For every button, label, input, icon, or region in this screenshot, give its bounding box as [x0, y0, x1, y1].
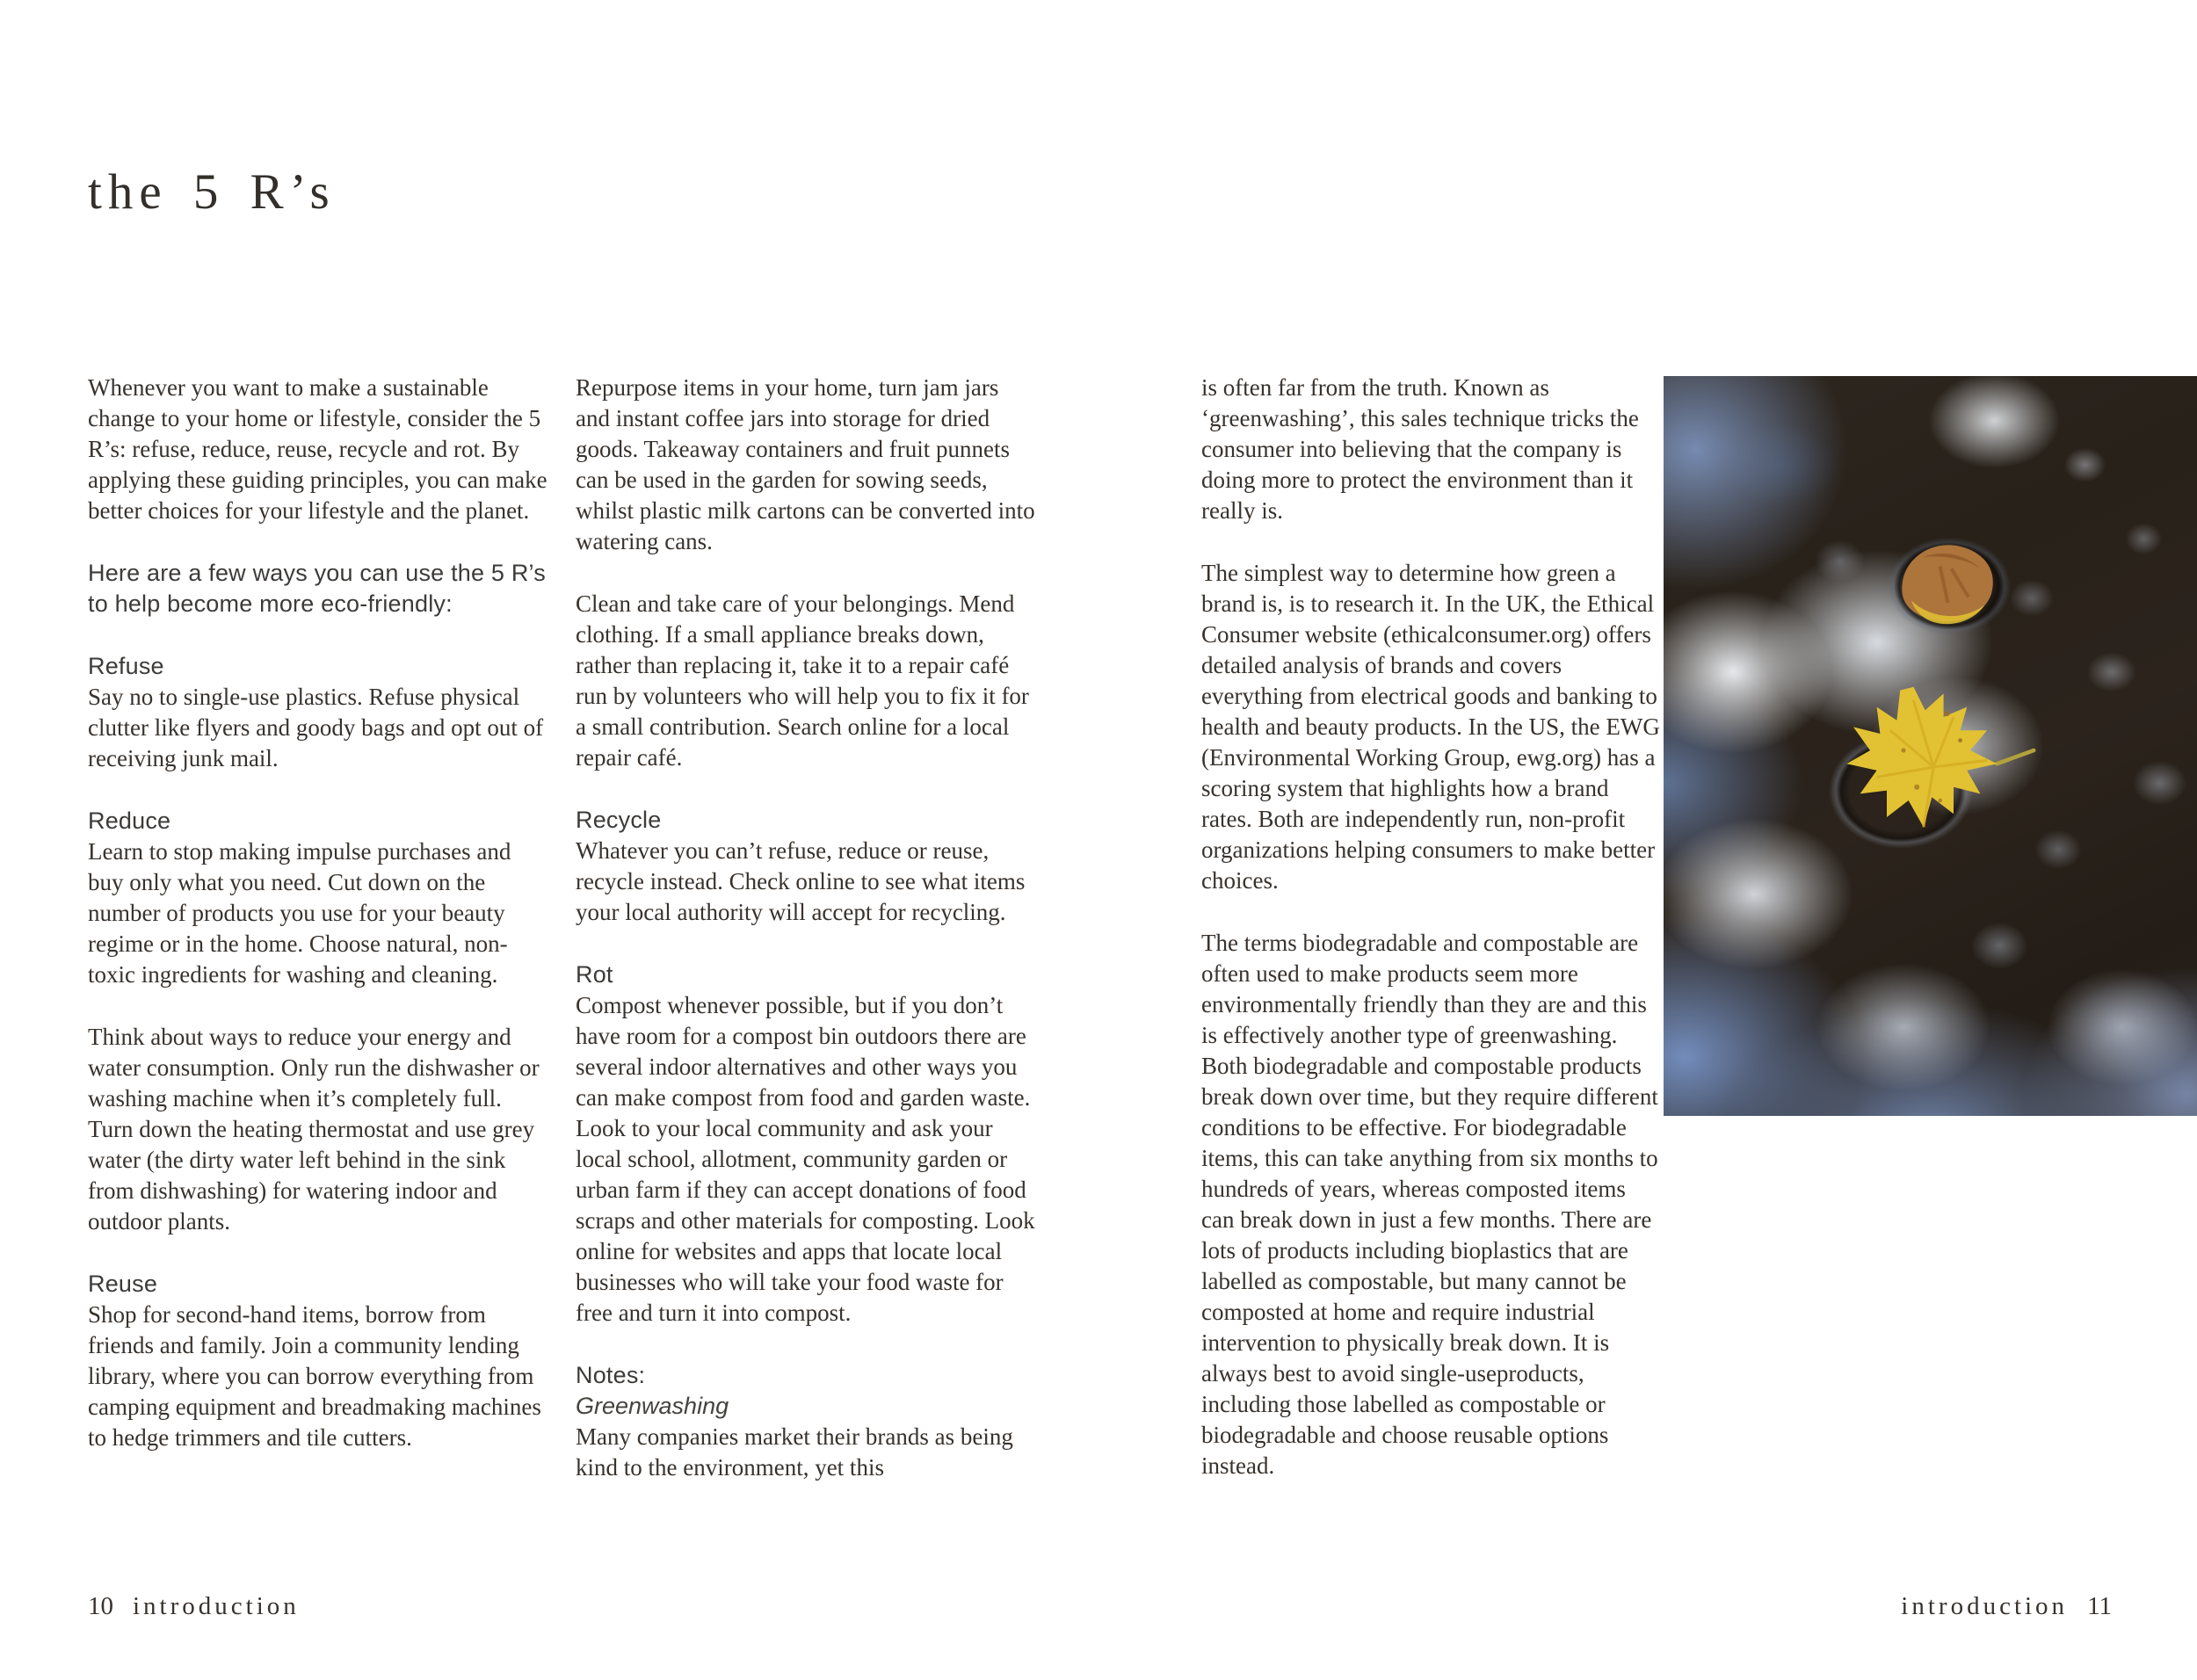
text-column-right — [1201, 373, 1662, 1481]
yellow-sycamore-leaf-image — [1836, 684, 2038, 851]
page-number: 11 — [2087, 1592, 2112, 1620]
section-heading: Refuse — [88, 653, 164, 679]
leaves-in-puddle-photo — [1664, 376, 2197, 1116]
paragraph: Compost whenever possible, but if you don’t have room for a compost bin outdoors there are several indoor alternatives and other ways you can make compost from food and garden waste. Look to your local community and ask your local school, allotment, community garden or urban farm if they can accept donations of food scraps and other materials for composting. Look online for websites and apps that locate local businesses who will take your food waste for free and turn it into compost. — [576, 992, 1035, 1326]
page-number: 10 — [88, 1592, 113, 1620]
paragraph: Here are a few ways you can use the 5 R’s to help become more eco-friendly: — [88, 560, 546, 617]
text-column-left — [88, 373, 548, 1453]
footer-left — [88, 1592, 300, 1621]
paragraph: Greenwashing — [576, 1393, 729, 1419]
section-heading: Recycle — [576, 807, 662, 833]
brown-leaf-image — [1889, 534, 2003, 633]
paragraph: Repurpose items in your home, turn jam jars and instant coffee jars into storage for dried goods. Takeaway containers and fruit punnets can be used in the garden for sowing seeds, whilst plastic milk cartons can be converted into watering cans. — [576, 374, 1035, 554]
section-label: introduction — [133, 1592, 300, 1620]
paragraph: is often far from the truth. Known as ‘greenwashing’, this sales technique tricks the consumer into believing that the company is doing more to protect the environment than it really is. — [1201, 374, 1639, 524]
paragraph: Whatever you can’t refuse, reduce or reuse, recycle instead. Check online to see what items your local authority will accept for recycling. — [576, 837, 1026, 925]
paragraph: The simplest way to determine how green a brand is, is to research it. In the UK, the Ethical Consumer website (ethicalconsumer.org) offers detailed analysis of brands and covers everything from electrical goods and banking to health and beauty products. In the US, the EWG (Environmental Working Group, ewg.org) has a scoring system that highlights how a brand rates. Both are independently run, non-profit organizations helping consumers to make better choices. — [1201, 560, 1660, 894]
section-heading: Rot — [576, 961, 613, 988]
footer-right — [1901, 1592, 2112, 1621]
page-title: the 5 R’s — [88, 164, 336, 220]
paragraph: Many companies market their brands as being kind to the environment, yet this — [576, 1423, 1013, 1481]
paragraph: Learn to stop making impulse purchases and buy only what you need. Cut down on the number of products you use for your beauty regime or in the home. Choose natural, non-toxic ingredients for washing and cleaning. — [88, 838, 511, 988]
paragraph: Say no to single-use plastics. Refuse physical clutter like flyers and goody bags and opt out of receiving junk mail. — [88, 684, 544, 771]
paragraph: Clean and take care of your belongings. Mend clothing. If a small appliance breaks down, rather than replacing it, take it to a repair café run by volunteers who will help you to fix it for a small contribution. Search online for a local repair café. — [576, 590, 1029, 771]
text-column-middle — [576, 373, 1036, 1483]
section-label: introduction — [1901, 1592, 2069, 1620]
paragraph: Think about ways to reduce your energy and water consumption. Only run the dishwasher or washing machine when it’s completely full. Turn down the heating thermostat and use grey water (the dirty water left behind in the sink from dishwashing) for watering indoor and outdoor plants. — [88, 1024, 540, 1235]
section-heading: Reduce — [88, 807, 171, 834]
paragraph: The terms biodegradable and compostable are often used to make products seem more environmentally friendly than they are and this is effectively another type of greenwashing. Both biodegradable and compostable products break down over time, but they require different conditions to be effective. For biodegradable items, this can take anything from six months to hundreds of years, whereas composted items can break down in just a few months. There are lots of products including bioplastics that are labelled as compostable, but many cannot be composted at home and require industrial intervention to physically break down. It is always best to avoid single-useproducts, including those labelled as compostable or biodegradable and choose reusable options instead. — [1201, 930, 1658, 1479]
paragraph: Shop for second-hand items, borrow from friends and family. Join a community lending library, where you can borrow everything from camping equipment and breadmaking machines to hedge trimmers and tile cutters. — [88, 1301, 541, 1451]
section-heading: Reuse — [88, 1271, 158, 1297]
paragraph: Notes: — [576, 1362, 646, 1388]
paragraph: Whenever you want to make a sustainable change to your home or lifestyle, consider the 5 R’s: refuse, reduce, reuse, recycle and rot. By applying these guiding principles, you can make better choices for your lifestyle and the planet. — [88, 374, 547, 524]
